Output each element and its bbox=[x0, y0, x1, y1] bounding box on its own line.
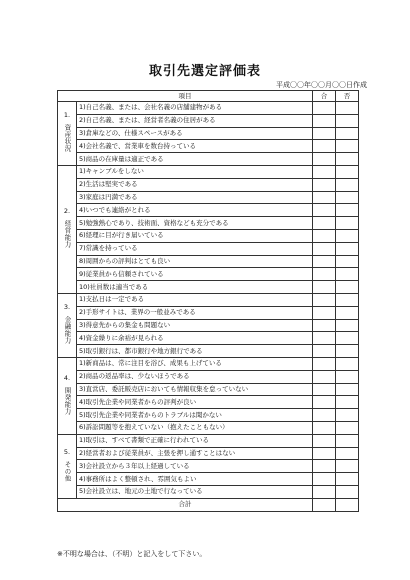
category-cell bbox=[58, 165, 77, 293]
pass-check-cell[interactable] bbox=[313, 421, 336, 434]
pass-check-cell[interactable] bbox=[313, 255, 336, 268]
criterion-text: 5)取引先企業や同業者からのトラブルは聞かない bbox=[77, 409, 313, 422]
table-row bbox=[58, 281, 359, 294]
pass-check-cell[interactable] bbox=[313, 191, 336, 204]
pass-check-cell[interactable] bbox=[313, 460, 336, 473]
pass-check-cell[interactable] bbox=[313, 383, 336, 396]
table-row bbox=[58, 114, 359, 127]
criterion-text: 4)取引先企業や同業者からの評判が良い bbox=[77, 396, 313, 409]
table-row bbox=[58, 370, 359, 383]
criterion-text: 2)手形サイトは、業界の一般並みである bbox=[77, 306, 313, 319]
pass-check-cell[interactable] bbox=[313, 140, 336, 153]
category-cell bbox=[58, 293, 77, 357]
evaluation-table bbox=[57, 90, 359, 512]
table-row bbox=[58, 102, 359, 115]
fail-check-cell[interactable] bbox=[336, 191, 359, 204]
category-name: 金融能力 bbox=[63, 316, 72, 345]
fail-check-cell[interactable] bbox=[336, 268, 359, 281]
fail-check-cell[interactable] bbox=[336, 165, 359, 178]
pass-check-cell[interactable] bbox=[313, 409, 336, 422]
criterion-text: 1)支払日は一定である bbox=[77, 293, 313, 306]
footnote: ※不明な場合は、（不明）と記入をして下さい。 bbox=[57, 550, 207, 558]
pass-check-cell[interactable] bbox=[313, 345, 336, 358]
pass-check-cell[interactable] bbox=[313, 127, 336, 140]
category-cell bbox=[58, 357, 77, 434]
table-row bbox=[58, 306, 359, 319]
fail-check-cell[interactable] bbox=[336, 473, 359, 486]
pass-check-cell[interactable] bbox=[313, 153, 336, 166]
table-row bbox=[58, 268, 359, 281]
pass-check-cell[interactable] bbox=[313, 114, 336, 127]
table-row bbox=[58, 153, 359, 166]
category-number: 4. bbox=[63, 373, 71, 382]
total-pass-cell[interactable] bbox=[313, 498, 336, 511]
pass-check-cell[interactable] bbox=[313, 204, 336, 217]
creation-date: 平成〇〇年〇〇月〇〇日作成 bbox=[276, 81, 367, 89]
table-row bbox=[58, 357, 359, 370]
table-row bbox=[58, 191, 359, 204]
table-row bbox=[58, 383, 359, 396]
criterion-text: 2)経営者および従業員が、主張を押し通すことはない bbox=[77, 447, 313, 460]
criterion-text: 4)会社名義で、営業車を数台持っている bbox=[77, 140, 313, 153]
criterion-text: 1)新商品は、常に注目を浴び、成果も上げている bbox=[77, 357, 313, 370]
fail-check-cell[interactable] bbox=[336, 127, 359, 140]
category-name: その他 bbox=[63, 460, 72, 482]
pass-check-cell[interactable] bbox=[313, 102, 336, 115]
criterion-text: 1)自己名義、または、会社名義の店舗建物がある bbox=[77, 102, 313, 115]
criterion-text: 8)周囲からの評判はとても良い bbox=[77, 255, 313, 268]
fail-check-cell[interactable] bbox=[336, 114, 359, 127]
criterion-text: 6)経理に目が行き届いている bbox=[77, 229, 313, 242]
pass-check-cell[interactable] bbox=[313, 357, 336, 370]
table-row bbox=[58, 242, 359, 255]
criterion-text: 4)資金繰りに余裕が見られる bbox=[77, 332, 313, 345]
fail-check-cell[interactable] bbox=[336, 178, 359, 191]
table-row bbox=[58, 127, 359, 140]
table-row bbox=[58, 140, 359, 153]
criterion-text: 3)得意先からの集金も問題ない bbox=[77, 319, 313, 332]
fail-check-cell[interactable] bbox=[336, 409, 359, 422]
fail-check-cell[interactable] bbox=[336, 217, 359, 230]
criterion-text: 10)社員数は適当である bbox=[77, 281, 313, 294]
category-name: 開発能力 bbox=[63, 386, 72, 415]
header-pass: 合 bbox=[313, 91, 336, 102]
category-name: 資産状況 bbox=[63, 124, 72, 153]
criterion-text: 5)商品の在庫量は適正である bbox=[77, 153, 313, 166]
table-row bbox=[58, 217, 359, 230]
table-row bbox=[58, 332, 359, 345]
category-number: 1. bbox=[63, 111, 71, 120]
table-row bbox=[58, 473, 359, 486]
category-cell bbox=[58, 434, 77, 498]
fail-check-cell[interactable] bbox=[336, 306, 359, 319]
table-row bbox=[58, 396, 359, 409]
pass-check-cell[interactable] bbox=[313, 281, 336, 294]
fail-check-cell[interactable] bbox=[336, 140, 359, 153]
criterion-text: 5)会社設立は、地元の土地で行なっている bbox=[77, 485, 313, 498]
pass-check-cell[interactable] bbox=[313, 293, 336, 306]
table-row bbox=[58, 178, 359, 191]
fail-check-cell[interactable] bbox=[336, 485, 359, 498]
fail-check-cell[interactable] bbox=[336, 396, 359, 409]
total-label: 合計 bbox=[58, 498, 313, 511]
category-name: 経営能力 bbox=[63, 220, 72, 249]
fail-check-cell[interactable] bbox=[336, 102, 359, 115]
pass-check-cell[interactable] bbox=[313, 229, 336, 242]
fail-check-cell[interactable] bbox=[336, 255, 359, 268]
pass-check-cell[interactable] bbox=[313, 165, 336, 178]
pass-check-cell[interactable] bbox=[313, 268, 336, 281]
criterion-text: 4)事務所はよく整頓され、雰囲気もよい bbox=[77, 473, 313, 486]
fail-check-cell[interactable] bbox=[336, 204, 359, 217]
criterion-text: 6)訴訟問題等を抱えていない（抱えたこともない） bbox=[77, 421, 313, 434]
table-row bbox=[58, 165, 359, 178]
criterion-text: 1)取引は、すべて書類で正確に行われている bbox=[77, 434, 313, 447]
fail-check-cell[interactable] bbox=[336, 434, 359, 447]
fail-check-cell[interactable] bbox=[336, 332, 359, 345]
criterion-text: 9)従業員から信頼されている bbox=[77, 268, 313, 281]
criterion-text: 1)キャンブルをしない bbox=[77, 165, 313, 178]
fail-check-cell[interactable] bbox=[336, 319, 359, 332]
table-row bbox=[58, 255, 359, 268]
pass-check-cell[interactable] bbox=[313, 319, 336, 332]
table-row bbox=[58, 460, 359, 473]
pass-check-cell[interactable] bbox=[313, 306, 336, 319]
criterion-text: 2)自己名義、または、経営者名義の住居がある bbox=[77, 114, 313, 127]
pass-check-cell[interactable] bbox=[313, 485, 336, 498]
category-cell bbox=[58, 102, 77, 166]
fail-check-cell[interactable] bbox=[336, 242, 359, 255]
total-row bbox=[58, 498, 359, 511]
fail-check-cell[interactable] bbox=[336, 447, 359, 460]
document-title: 取引先選定評価表 bbox=[148, 64, 261, 79]
fail-check-cell[interactable] bbox=[336, 357, 359, 370]
criterion-text: 5)勉強熱心であり、技術面、資格なども充分である bbox=[77, 217, 313, 230]
header-fail: 否 bbox=[336, 91, 359, 102]
criterion-text: 3)会社設立から３年以上経過している bbox=[77, 460, 313, 473]
criterion-text: 4)いつでも連絡がとれる bbox=[77, 204, 313, 217]
fail-check-cell[interactable] bbox=[336, 460, 359, 473]
pass-check-cell[interactable] bbox=[313, 434, 336, 447]
table-row bbox=[58, 345, 359, 358]
fail-check-cell[interactable] bbox=[336, 229, 359, 242]
fail-check-cell[interactable] bbox=[336, 421, 359, 434]
pass-check-cell[interactable] bbox=[313, 332, 336, 345]
table-row bbox=[58, 421, 359, 434]
table-row bbox=[58, 229, 359, 242]
pass-check-cell[interactable] bbox=[313, 370, 336, 383]
table-row bbox=[58, 319, 359, 332]
pass-check-cell[interactable] bbox=[313, 217, 336, 230]
category-number: 5. bbox=[63, 447, 71, 456]
fail-check-cell[interactable] bbox=[336, 345, 359, 358]
fail-check-cell[interactable] bbox=[336, 370, 359, 383]
category-number: 2. bbox=[63, 207, 71, 216]
criterion-text: 3)家庭は円満である bbox=[77, 191, 313, 204]
table-row bbox=[58, 485, 359, 498]
criterion-text: 3)直営店、委託販売店においても情報収集を怠っていない bbox=[77, 383, 313, 396]
criterion-text: 5)取引銀行は、都市銀行や地方銀行である bbox=[77, 345, 313, 358]
pass-check-cell[interactable] bbox=[313, 396, 336, 409]
fail-check-cell[interactable] bbox=[336, 281, 359, 294]
table-row bbox=[58, 409, 359, 422]
criterion-text: 2)商品の返品率は、少ないほうである bbox=[77, 370, 313, 383]
criterion-text: 7)常識を持っている bbox=[77, 242, 313, 255]
fail-check-cell[interactable] bbox=[336, 153, 359, 166]
total-fail-cell[interactable] bbox=[336, 498, 359, 511]
header-item: 項目 bbox=[58, 91, 313, 102]
pass-check-cell[interactable] bbox=[313, 242, 336, 255]
category-number: 3. bbox=[63, 303, 71, 312]
table-body bbox=[58, 102, 359, 512]
table-row bbox=[58, 447, 359, 460]
pass-check-cell[interactable] bbox=[313, 447, 336, 460]
pass-check-cell[interactable] bbox=[313, 473, 336, 486]
table-row bbox=[58, 293, 359, 306]
fail-check-cell[interactable] bbox=[336, 293, 359, 306]
table-header-row bbox=[58, 91, 359, 102]
criterion-text: 2)生活は堅実である bbox=[77, 178, 313, 191]
criterion-text: 3)倉庫などの、仕様スペースがある bbox=[77, 127, 313, 140]
table-row bbox=[58, 204, 359, 217]
pass-check-cell[interactable] bbox=[313, 178, 336, 191]
table-row bbox=[58, 434, 359, 447]
fail-check-cell[interactable] bbox=[336, 383, 359, 396]
